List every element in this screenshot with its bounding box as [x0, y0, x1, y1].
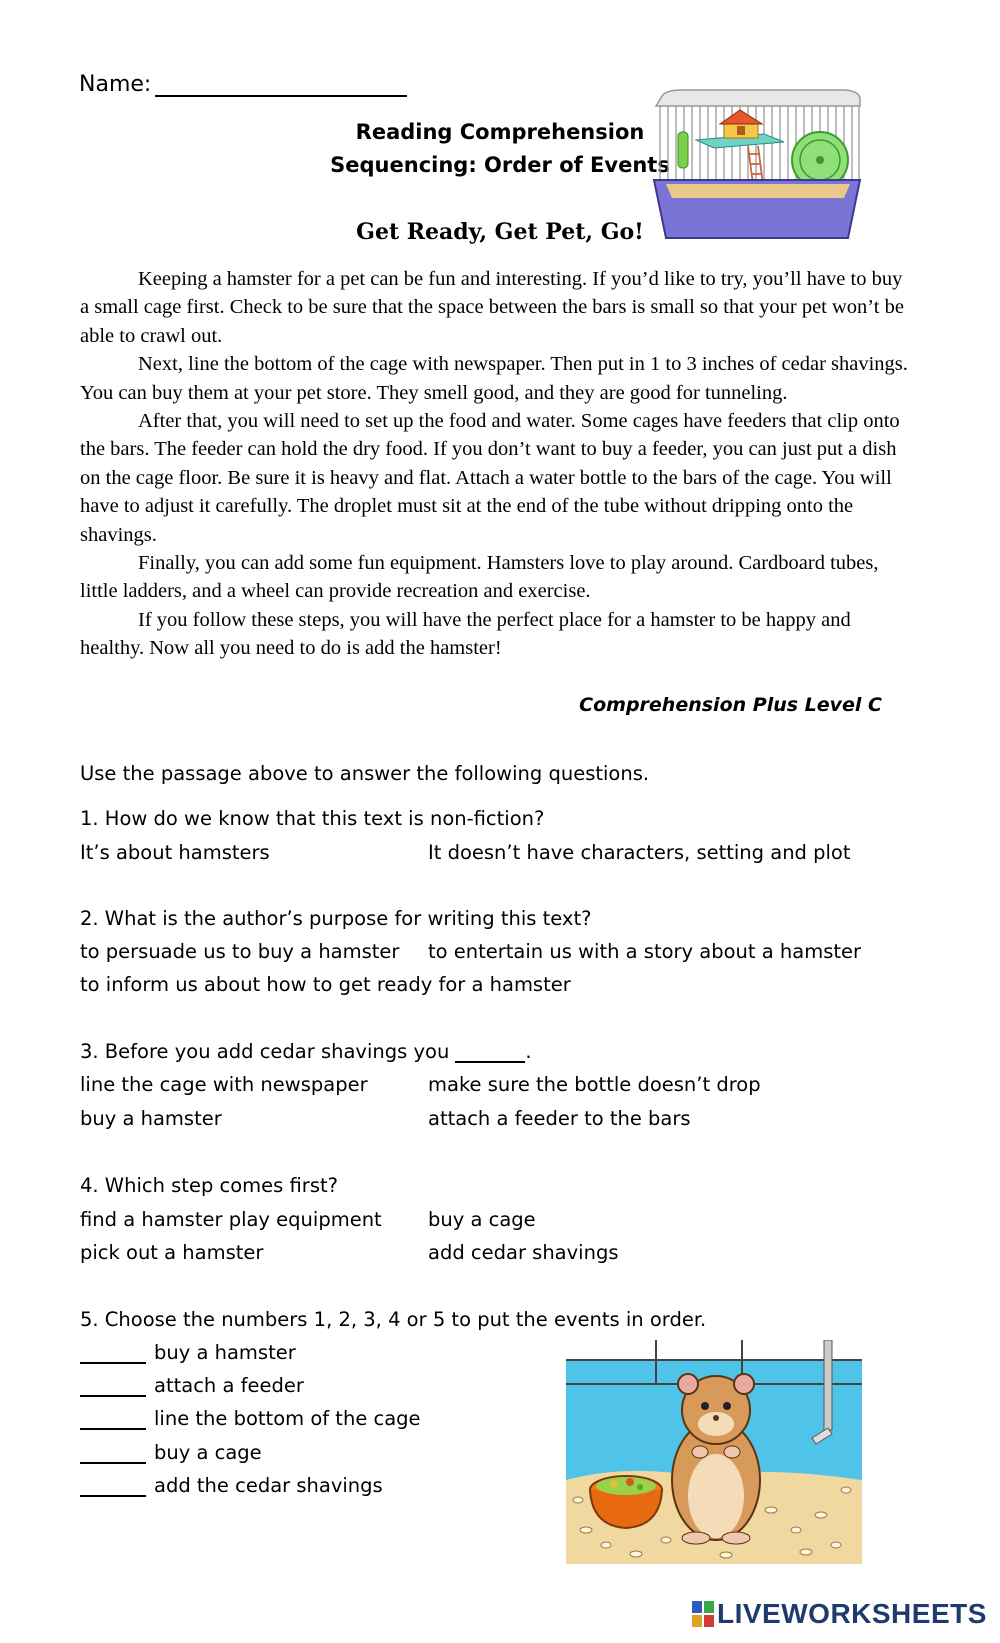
q3-blank	[455, 1043, 525, 1063]
passage	[80, 265, 910, 663]
q5-item	[80, 1474, 383, 1497]
q5-item	[80, 1341, 296, 1364]
liveworksheets-logo-icon	[692, 1601, 714, 1627]
q5-item-label: line the bottom of the cage	[154, 1407, 421, 1430]
q2-question: 2. What is the author’s purpose for writing this text?	[80, 907, 592, 930]
hamster-illustration	[566, 1340, 862, 1564]
order-blank[interactable]	[80, 1344, 146, 1364]
passage-paragraph: After that, you will need to set up the food and water. Some cages have feeders that clip onto the bars. The feeder can hold the dry food. If you don’t want to buy a feeder, you can just put a dish on the cage floor. Be sure it is heavy and flat. Attach a water bottle to the bars of the cage. You will have to adjust it carefully. The droplet must sit at the end of the tube without dripping onto the shavings.	[80, 410, 900, 546]
q1-option-a[interactable]: It’s about hamsters	[80, 841, 270, 864]
q5-item-label: buy a cage	[154, 1441, 262, 1464]
q1-option-b[interactable]: It doesn’t have characters, setting and plot	[428, 841, 851, 864]
q5-question: 5. Choose the numbers 1, 2, 3, 4 or 5 to put the events in order.	[80, 1308, 707, 1331]
q4-option-d[interactable]: add cedar shavings	[428, 1241, 619, 1264]
q4-option-c[interactable]: pick out a hamster	[80, 1241, 264, 1264]
q5-item	[80, 1374, 304, 1397]
q3-option-c[interactable]: buy a hamster	[80, 1107, 222, 1130]
order-blank[interactable]	[80, 1444, 146, 1464]
source-citation: Comprehension Plus Level C	[579, 694, 882, 716]
order-blank[interactable]	[80, 1477, 146, 1497]
q2-option-a[interactable]: to persuade us to buy a hamster	[80, 940, 400, 963]
q5-item	[80, 1441, 262, 1464]
q4-option-a[interactable]: find a hamster play equipment	[80, 1208, 382, 1231]
story-title: Get Ready, Get Pet, Go!	[356, 219, 644, 245]
instructions: Use the passage above to answer the following questions.	[80, 762, 650, 785]
header-line-1: Reading Comprehension	[355, 120, 645, 144]
q4-option-b[interactable]: buy a cage	[428, 1208, 536, 1231]
passage-paragraph: If you follow these steps, you will have the perfect place for a hamster to be happy and healthy. Now all you need to do is add the hamster!	[80, 608, 851, 660]
q5-item-label: add the cedar shavings	[154, 1474, 383, 1497]
q3-option-a[interactable]: line the cage with newspaper	[80, 1073, 368, 1096]
q3-question-line: 3. Before you add cedar shavings you .	[80, 1040, 532, 1063]
order-blank[interactable]	[80, 1377, 146, 1397]
liveworksheets-logo	[692, 1598, 987, 1630]
name-line	[79, 72, 407, 97]
q5-item	[80, 1407, 421, 1430]
passage-paragraph: Finally, you can add some fun equipment. Hamsters love to play around. Cardboard tubes, little ladders, and a wheel can provide recreation and exercise.	[80, 552, 879, 603]
q2-option-c[interactable]: to inform us about how to get ready for a hamster	[80, 973, 571, 996]
logo-text: LIVEWORKSHEETS	[717, 1598, 987, 1629]
q2-option-b[interactable]: to entertain us with a story about a hamster	[428, 940, 862, 963]
q5-item-label: attach a feeder	[154, 1374, 304, 1397]
name-input[interactable]	[155, 73, 407, 97]
header-line-2: Sequencing: Order of Events	[330, 153, 670, 177]
q5-item-label: buy a hamster	[154, 1341, 296, 1364]
order-blank[interactable]	[80, 1410, 146, 1430]
q1-question: 1. How do we know that this text is non-fiction?	[80, 807, 545, 830]
name-label: Name:	[79, 72, 152, 97]
q3-option-b[interactable]: make sure the bottle doesn’t drop	[428, 1073, 761, 1096]
passage-paragraph: Keeping a hamster for a pet can be fun and interesting. If you’d like to try, you’ll have to buy a small cage first. Check to be sure that the space between the bars is small so that your pet won’t be able to crawl out.	[80, 268, 904, 347]
passage-paragraph: Next, line the bottom of the cage with newspaper. Then put in 1 to 3 inches of cedar shavings. You can buy them at your pet store. They smell good, and they are good for tunneling.	[80, 353, 908, 404]
q3-question: 3. Before you add cedar shavings you	[80, 1040, 450, 1063]
q3-option-d[interactable]: attach a feeder to the bars	[428, 1107, 691, 1130]
q4-question: 4. Which step comes first?	[80, 1174, 338, 1197]
